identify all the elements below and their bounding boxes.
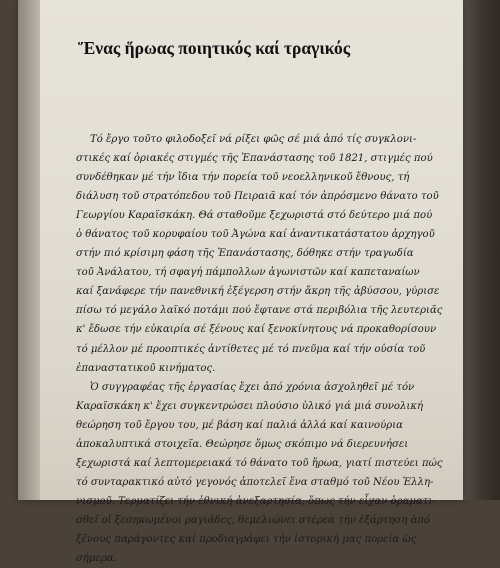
text-line: καί ξανάφερε τήν πανεθνική ἐξέγερση στήν ἄκρη τῆς ἀβύσσου, γύρισε <box>76 286 440 298</box>
text-line: νισμοῦ. Τερματίζει τήν ἐθνική ἀνεξαρτησία, ὅπως τήν εἶχαν ὁραματι- <box>76 495 436 507</box>
text-line: τό μέλλον μέ προοπτικές ἀντίθετες μέ τό πνεῦμα καί τήν οὐσία τοῦ <box>76 343 426 355</box>
text-line: Ὁ συγγραφέας τῆς ἐργασίας ἔχει ἀπό χρόνια ἀσχοληθεῖ μέ τόν <box>90 381 415 393</box>
text-line: ἀποκαλυπτικά στοιχεῖα. Θεώρησε ὅμως σκόπιμο νά διερευνήσει <box>76 438 409 450</box>
text-line: τό συνταρακτικό αὐτό γεγονός ἀποτελεῖ ἕνα σταθμό τοῦ Νέου Ἑλλη- <box>76 476 434 488</box>
book-page <box>18 0 463 565</box>
paragraph-2 <box>76 378 476 568</box>
text-line: συνδέθηκαν μέ τήν ἴδια τήν πορεία τοῦ νεοελληνικοῦ ἔθνους, τή <box>76 172 410 184</box>
text-line: σήμερα. <box>76 553 117 565</box>
text-line: πίσω τό μεγάλο λαϊκό ποτάμι πού ἔφτανε στά περιβόλια τῆς λευτεριᾶς <box>76 305 443 317</box>
text-line: κ' ἔδωσε τήν εὐκαιρία σέ ξένους καί ξενοκίνητους νά προκαθορίσουν <box>76 324 437 336</box>
paragraph-1 <box>76 130 476 378</box>
text-line: Τό ἔργο τοῦτο φιλοδοξεῖ νά ρίξει φῶς σέ μιά ἀπό τίς συγκλονι- <box>90 134 417 145</box>
text-line: ξένους παράγοντες καί προδιαγράφει τήν ἱστορική μας πορεία ὥς <box>76 533 417 545</box>
page-gutter-shadow <box>18 0 40 500</box>
text-line: ξεχωριστά καί λεπτομερειακά τό θάνατο τοῦ ἥρωα, γιατί πιστεύει πώς <box>76 457 443 469</box>
text-line: σθεῖ οἱ ξεσηκωμένοι ραγιάδες, θεμελιώνει στέρεα τήν ἐξάρτηση ἀπό <box>76 514 431 526</box>
text-line: στικές καί ὁριακές στιγμές τῆς Ἐπανάστασης τοῦ 1821, στιγμές πού <box>76 153 433 165</box>
body-text <box>76 130 476 568</box>
text-line: διάλυση τοῦ στρατόπεδου τοῦ Πειραιᾶ καί τόν ἀπρόσμενο θάνατο τοῦ <box>76 191 439 203</box>
text-line: θεώρηση τοῦ ἔργου του, μέ βάση καί παλιά ἀλλά καί καινούρια <box>76 419 403 431</box>
chapter-heading: Ἕνας ἥρωας ποιητικός καί τραγικός <box>78 38 351 58</box>
text-line: ἐπαναστατικοῦ κινήματος. <box>76 362 216 374</box>
text-line: τοῦ Ἀνάλατου, τή σφαγή πάμπολλων ἀγωνιστῶν καί καπεταναίων <box>76 267 420 279</box>
text-line: στήν πιό κρίσιμη φάση τῆς Ἐπανάστασης, δόθηκε στήν τραγωδία <box>76 248 414 260</box>
text-line: Καραϊσκάκη κ' ἔχει συγκεντρώσει πλούσιο ὑλικό γιά μιά συνολική <box>76 400 424 412</box>
text-line: ὁ θάνατος τοῦ κορυφαίου τοῦ Ἀγώνα καί ἀναντικατάστατου ἀρχηγοῦ <box>76 229 435 241</box>
text-line: Γεωργίου Καραϊσκάκη. Θά σταθοῦμε ξεχωριστά στό δεύτερο μιά πού <box>76 210 433 222</box>
